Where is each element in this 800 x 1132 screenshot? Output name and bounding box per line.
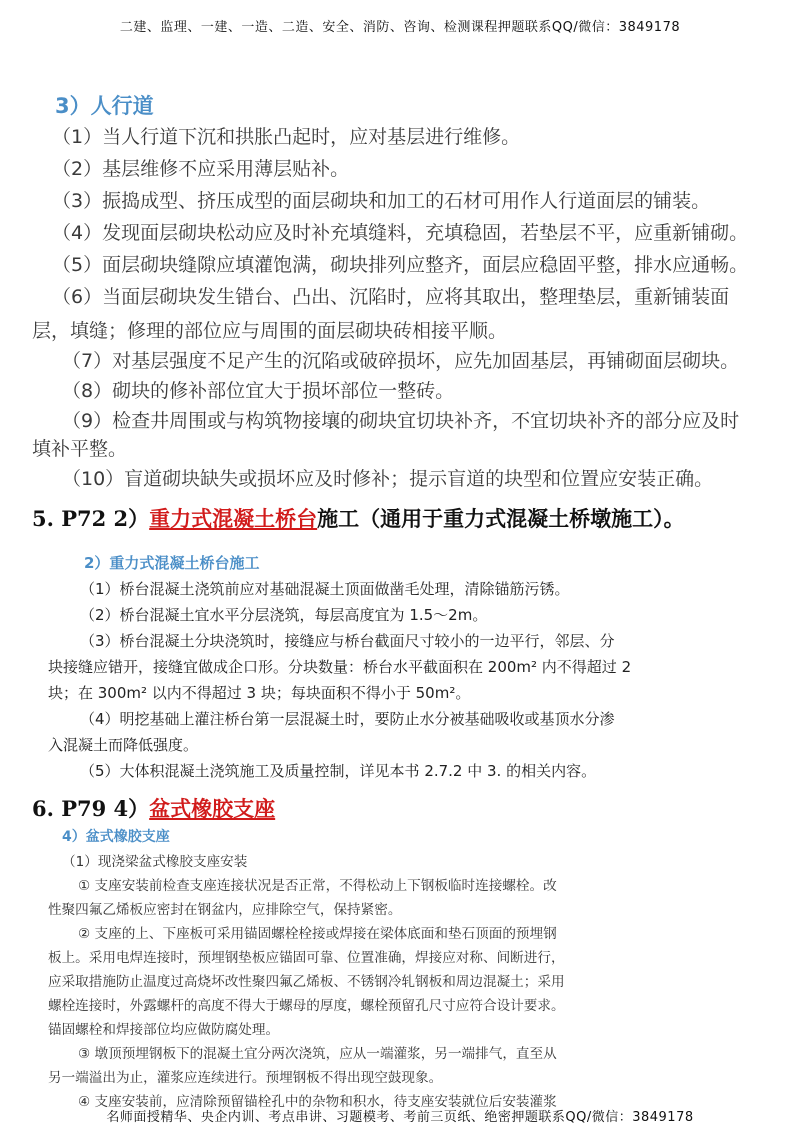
header-banner: 二建、监理、一建、一造、二造、安全、消防、咨询、检测课程押题联系QQ/微信：3849178	[119, 20, 681, 35]
heading-highlight: 重力式混凝土桥台	[149, 506, 318, 531]
list-item: （1）桥台混凝土浇筑前应对基础混凝土顶面做凿毛处理，清除锚筋污锈。	[80, 580, 570, 598]
list-item: ② 支座的上、下座板可采用锚固螺栓栓接或焊接在梁体底面和垫石顶面的预埋钢	[78, 926, 557, 942]
list-item: 层，填缝；修理的部位应与周围的面层砌块砖相接平顺。	[32, 320, 508, 342]
list-item: （2）桥台混凝土宜水平分层浇筑，每层高度宜为 1.5～2m。	[80, 606, 488, 624]
list-item: （5）面层砌块缝隙应填灌饱满，砌块排列应整齐，面层应稳固平整，排水应通畅。	[52, 254, 749, 276]
list-item: 螺栓连接时，外露螺杆的高度不得大于螺母的厚度，螺栓预留孔尺寸应符合设计要求。	[48, 998, 565, 1014]
list-item: 性聚四氟乙烯板应密封在钢盆内，应排除空气，保持紧密。	[48, 902, 402, 918]
list-item: （3）振捣成型、挤压成型的面层砌块和加工的石材可用作人行道面层的铺装。	[52, 190, 711, 212]
section-title: 3）人行道	[55, 94, 154, 118]
list-item: （7）对基层强度不足产生的沉陷或破碎损坏，应先加固基层，再铺砌面层砌块。	[62, 350, 740, 372]
list-item: ④ 支座安装前，应清除预留锚栓孔中的杂物和积水，待支座安装就位后安装灌浆	[78, 1094, 557, 1110]
list-item: （5）大体积混凝土浇筑施工及质量控制，详见本书 2.7.2 中 3. 的相关内容。	[80, 762, 597, 780]
list-item: （10）盲道砌块缺失或损坏应及时修补；提示盲道的块型和位置应安装正确。	[62, 468, 714, 490]
list-item: （8）砌块的修补部位宜大于损坏部位一整砖。	[62, 380, 455, 402]
section-title: 4）盆式橡胶支座	[62, 829, 170, 845]
list-item: （6）当面层砌块发生错台、凸出、沉陷时，应将其取出，整理垫层，重新铺装面	[52, 286, 730, 308]
list-item: 锚固螺栓和焊接部位均应做防腐处理。	[48, 1022, 280, 1038]
heading-prefix: 6. P79 4）	[32, 796, 150, 821]
list-item: （4）明挖基础上灌注桥台第一层混凝土时，要防止水分被基础吸收或基顶水分渗	[80, 710, 615, 728]
list-item: 应采取措施防止温度过高烧坏改性聚四氟乙烯板、不锈钢冷轧钢板和周边混凝土；采用	[48, 974, 565, 990]
list-item: 块；在 300m² 以内不得超过 3 块；每块面积不得小于 50m²。	[48, 684, 471, 702]
list-item: 板上。采用电焊连接时，预埋钢垫板应锚固可靠、位置准确，焊接应对称、间断进行，	[48, 950, 565, 966]
list-item: （3）桥台混凝土分块浇筑时，接缝应与桥台截面尺寸较小的一边平行，邻层、分	[80, 632, 615, 650]
footer-banner: 名师面授精华、央企内训、考点串讲、习题模考、考前三页纸、绝密押题联系QQ/微信：3849178	[106, 1110, 694, 1125]
heading-5	[32, 503, 685, 533]
list-item: 入混凝土而降低强度。	[48, 736, 199, 754]
heading-6	[32, 793, 275, 823]
list-item: （9）检查井周围或与构筑物接壤的砌块宜切块补齐，不宜切块补齐的部分应及时	[62, 410, 740, 432]
list-item: （1）现浇梁盆式橡胶支座安装	[62, 854, 248, 870]
heading-prefix: 5. P72 2）	[32, 506, 150, 531]
heading-suffix: 施工（通用于重力式混凝土桥墩施工）。	[317, 506, 685, 531]
heading-highlight: 盆式橡胶支座	[149, 796, 276, 821]
list-item: 另一端溢出为止，灌浆应连续进行。预埋钢板不得出现空鼓现象。	[48, 1070, 443, 1086]
list-item: （1）当人行道下沉和拱胀凸起时，应对基层进行维修。	[52, 126, 521, 148]
list-item: ① 支座安装前检查支座连接状况是否正常，不得松动上下钢板临时连接螺栓。改	[78, 878, 557, 894]
list-item: ③ 墩顶预埋钢板下的混凝土宜分两次浇筑，应从一端灌浆，另一端排气，直至从	[78, 1046, 557, 1062]
list-item: 块接缝应错开，接缝宜做成企口形。分块数量：桥台水平截面积在 200m² 内不得超过 2	[48, 658, 632, 676]
section-title: 2）重力式混凝土桥台施工	[84, 554, 260, 572]
list-item: （2）基层维修不应采用薄层贴补。	[52, 158, 350, 180]
list-item: （4）发现面层砌块松动应及时补充填缝料，充填稳固，若垫层不平，应重新铺砌。	[52, 222, 749, 244]
list-item: 填补平整。	[32, 438, 128, 460]
